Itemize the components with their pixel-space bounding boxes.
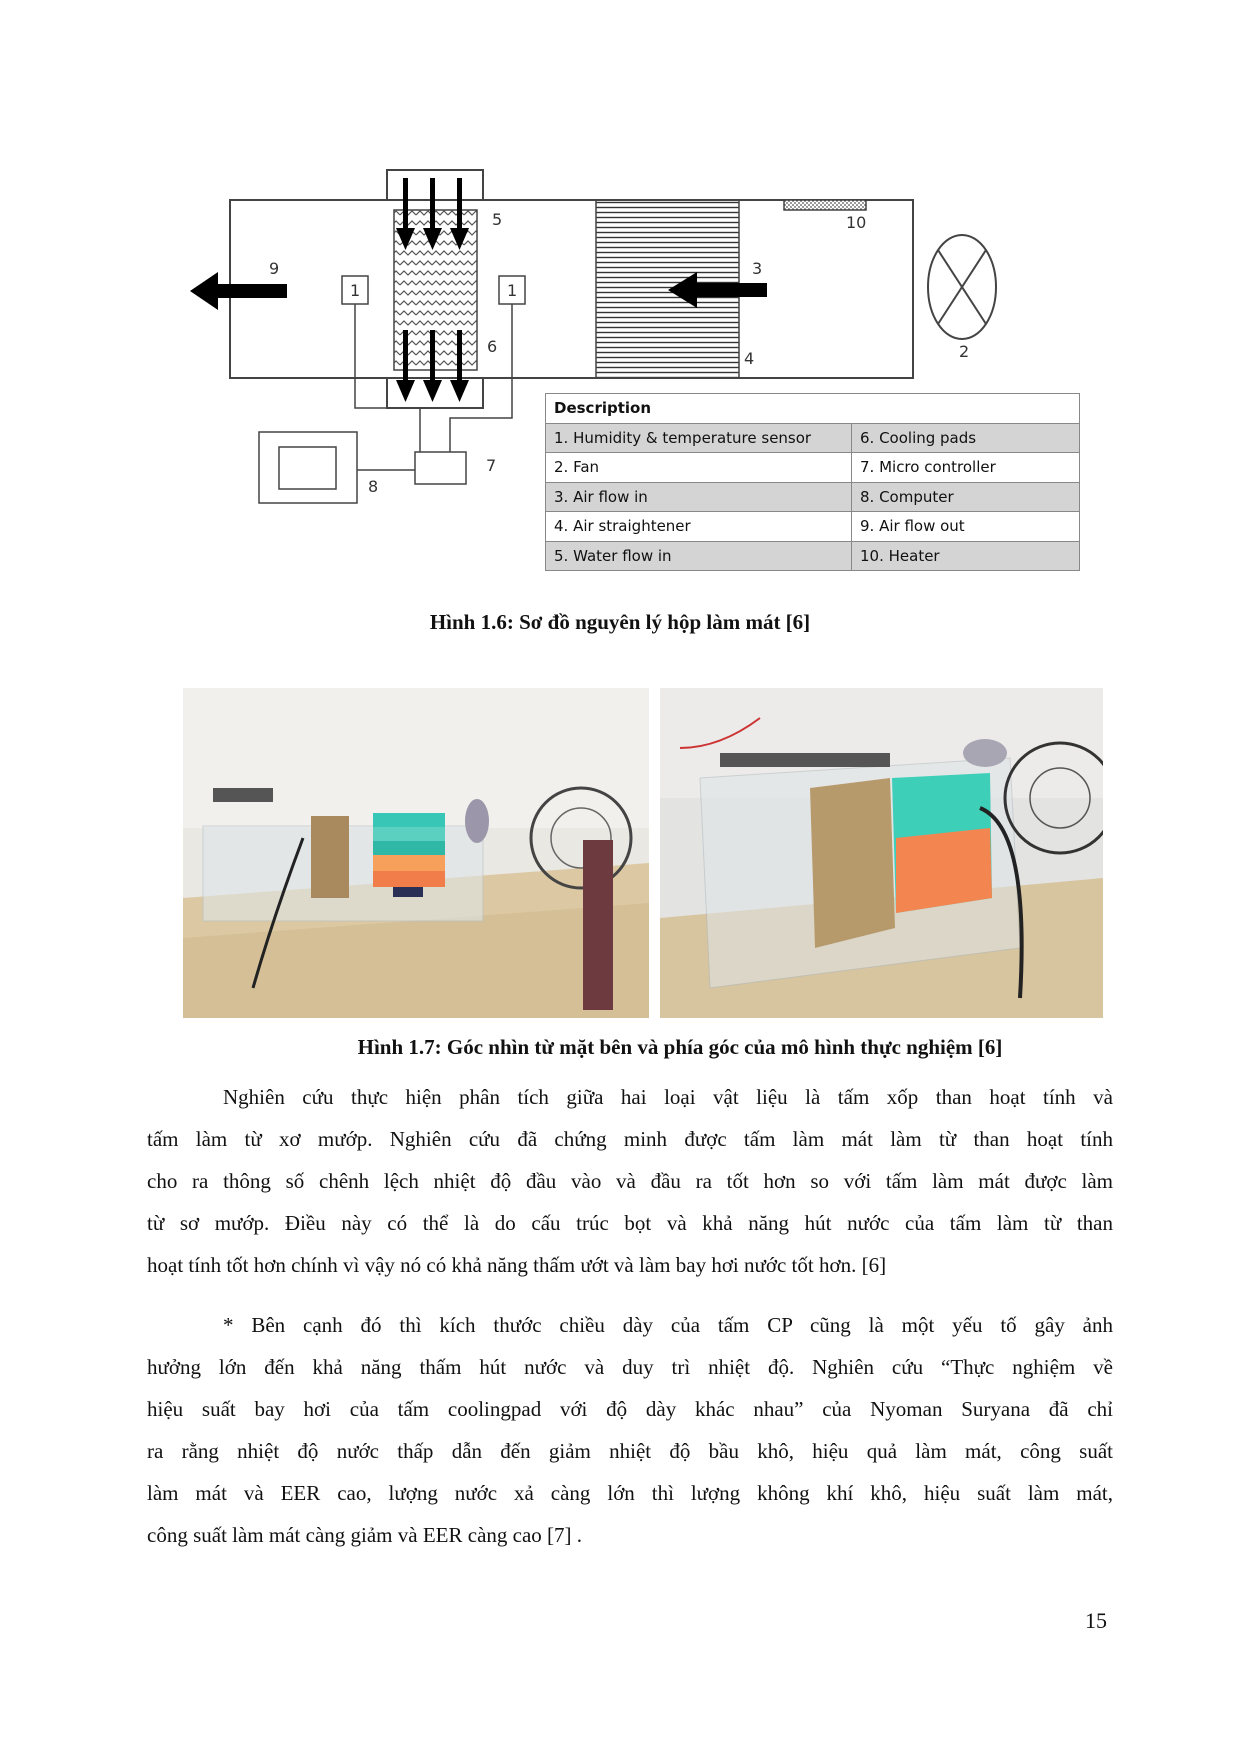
label-air-flow-out: 9 bbox=[269, 259, 280, 278]
box-outline bbox=[230, 200, 913, 378]
paragraph-line: hưởng lớn đến khả năng thấm hút nước và duy trì nhiệt độ. Nghiên cứu “Thực nghiệm về bbox=[147, 1355, 1113, 1379]
photo-side-view bbox=[183, 688, 649, 1018]
table-cell: 10. Heater bbox=[852, 541, 1080, 571]
label-fan: 2 bbox=[959, 342, 970, 361]
figure-1-7-caption: Hình 1.7: Góc nhìn từ mặt bên và phía góc của mô hình thực nghiệm [6] bbox=[357, 1035, 1003, 1059]
label-sensor-left: 1 bbox=[350, 281, 361, 300]
paragraph-line: công suất làm mát càng giảm và EER càng cao [7] . bbox=[147, 1523, 583, 1547]
table-row bbox=[546, 423, 1080, 453]
page-number: 15 bbox=[1085, 1608, 1107, 1633]
paragraph-line: từ sơ mướp. Điều này có thể là do cấu trúc bọt và khả năng hút nước của tấm làm từ than bbox=[147, 1211, 1113, 1235]
paragraph-2 bbox=[147, 1304, 1113, 1556]
label-heater: 10 bbox=[846, 213, 867, 232]
label-sensor-right: 1 bbox=[507, 281, 518, 300]
table-row bbox=[546, 482, 1080, 512]
paragraph-line: hoạt tính tốt hơn chính vì vậy nó có khả năng thấm ướt và làm bay hơi nước tốt hơn. [6] bbox=[147, 1253, 887, 1277]
label-air-flow-in: 3 bbox=[752, 259, 763, 278]
computer-screen bbox=[279, 447, 336, 489]
table-row bbox=[546, 512, 1080, 542]
paragraph-1 bbox=[147, 1076, 1113, 1286]
table-cell: 5. Water flow in bbox=[546, 541, 852, 571]
table-cell: 7. Micro controller bbox=[852, 453, 1080, 483]
paragraph-line: làm mát và EER cao, lượng nước xả càng lớn thì lượng không khí khô, hiệu suất làm mát, bbox=[147, 1481, 1113, 1505]
figure-1-6-caption: Hình 1.6: Sơ đồ nguyên lý hộp làm mát [6] bbox=[429, 610, 811, 634]
table-cell: 1. Humidity & temperature sensor bbox=[546, 423, 852, 453]
label-computer: 8 bbox=[368, 477, 379, 496]
photo-corner-view bbox=[660, 688, 1103, 1018]
table-cell: 3. Air flow in bbox=[546, 482, 852, 512]
label-water-flow-in: 5 bbox=[492, 210, 503, 229]
table-cell: 9. Air flow out bbox=[852, 512, 1080, 542]
table-cell: 4. Air straightener bbox=[546, 512, 852, 542]
fan-symbol bbox=[928, 235, 996, 339]
paragraph-line: ra rằng nhiệt độ nước thấp dẫn đến giảm nhiệt độ bầu khô, hiệu quả làm mát, công suất bbox=[147, 1439, 1113, 1463]
micro-controller bbox=[415, 452, 466, 484]
paragraph-line: cho ra thông số chênh lệch nhiệt độ đầu vào và đầu ra tốt hơn so với tấm làm mát được làm bbox=[147, 1169, 1113, 1193]
table-cell: 8. Computer bbox=[852, 482, 1080, 512]
table-row bbox=[546, 541, 1080, 571]
paragraph-line: Nghiên cứu thực hiện phân tích giữa hai loại vật liệu là tấm xốp than hoạt tính và bbox=[223, 1085, 1113, 1109]
water-flow-out-arrows bbox=[396, 330, 469, 402]
label-air-straightener: 4 bbox=[744, 349, 755, 368]
paragraph-line: * Bên cạnh đó thì kích thước chiều dày của tấm CP cũng là một yếu tố gây ảnh bbox=[223, 1313, 1113, 1337]
description-table bbox=[545, 393, 1080, 571]
water-flow-in-arrows bbox=[396, 178, 469, 250]
description-table-header: Description bbox=[546, 394, 1080, 424]
table-row bbox=[546, 453, 1080, 483]
heater bbox=[784, 200, 866, 210]
table-cell: 2. Fan bbox=[546, 453, 852, 483]
paragraph-line: tấm làm từ xơ mướp. Nghiên cứu đã chứng minh được tấm làm mát làm từ than hoạt tính bbox=[147, 1127, 1113, 1151]
label-micro-controller: 7 bbox=[486, 456, 497, 475]
paragraph-line: hiệu suất bay hơi của tấm coolingpad với độ dày khác nhau” của Nyoman Suryana đã chỉ bbox=[147, 1397, 1113, 1421]
table-cell: 6. Cooling pads bbox=[852, 423, 1080, 453]
label-cooling-pads: 6 bbox=[487, 337, 498, 356]
